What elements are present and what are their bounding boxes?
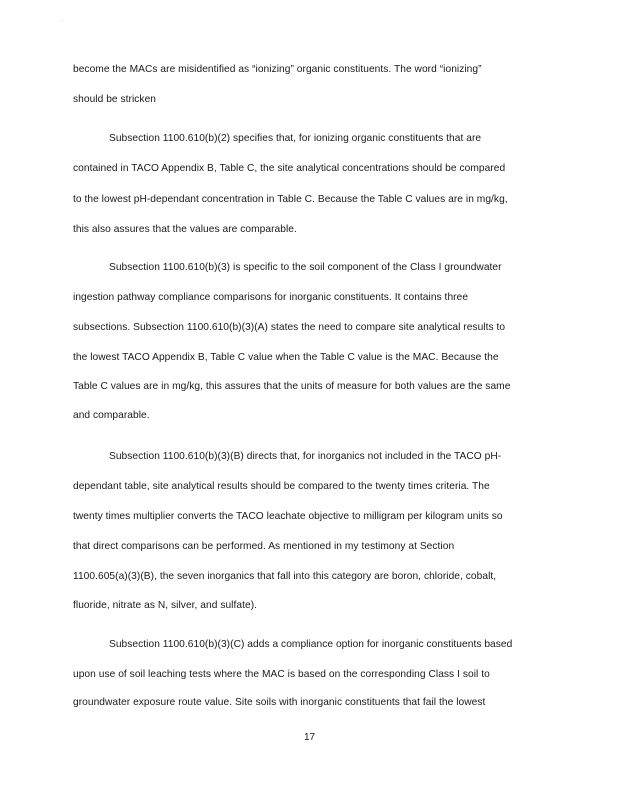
text-line-15: twenty times multiplier converts the TACO leachate objective to milligram per kilogram units so [73, 511, 503, 522]
text-line-12: and comparable. [73, 410, 150, 421]
text-line-14: dependant table, site analytical results should be compared to the twenty times criteria. The [73, 481, 490, 492]
text-line-4: contained in TACO Appendix B, Table C, the site analytical concentrations should be compared [73, 163, 506, 174]
text-line-20: upon use of soil leaching tests where the MAC is based on the corresponding Class I soil to [73, 669, 490, 680]
text-line-16: that direct comparisons can be performed. As mentioned in my testimony at Section [73, 541, 455, 552]
text-line-3: Subsection 1100.610(b)(2) specifies that, for ionizing organic constituents that are [109, 133, 482, 144]
text-line-6: this also assures that the values are comparable. [73, 224, 297, 235]
text-line-10: the lowest TACO Appendix B, Table C value when the Table C value is the MAC. Because the [73, 352, 499, 363]
text-line-2: should be stricken [73, 94, 157, 105]
text-line-8: ingestion pathway compliance comparisons for inorganic constituents. It contains three [73, 292, 469, 303]
text-line-19: Subsection 1100.610(b)(3)(C) adds a compliance option for inorganic constituents based [109, 639, 513, 650]
text-line-18: fluoride, nitrate as N, silver, and sulfate). [73, 600, 258, 611]
text-line-1: become the MACs are misidentified as “ionizing” organic constituents. The word “ionizing” [73, 64, 482, 75]
text-line-7: Subsection 1100.610(b)(3) is specific to the soil component of the Class I groundwater [109, 262, 502, 273]
page-number: 17 [303, 732, 316, 743]
text-line-9: subsections. Subsection 1100.610(b)(3)(A) states the need to compare site analytical results to [73, 322, 506, 333]
text-line-17: 1100.605(a)(3)(B), the seven inorganics that fall into this category are boron, chloride, cobalt, [73, 571, 497, 582]
corner-mark: · [61, 18, 63, 24]
text-line-11: Table C values are in mg/kg, this assures that the units of measure for both values are the same [73, 381, 511, 392]
text-line-13: Subsection 1100.610(b)(3)(B) directs that, for inorganics not included in the TACO pH- [109, 451, 502, 462]
text-line-5: to the lowest pH-dependant concentration in Table C. Because the Table C values are in mg/kg, [73, 194, 508, 205]
text-line-21: groundwater exposure route value. Site soils with inorganic constituents that fail the lowest [73, 697, 486, 708]
